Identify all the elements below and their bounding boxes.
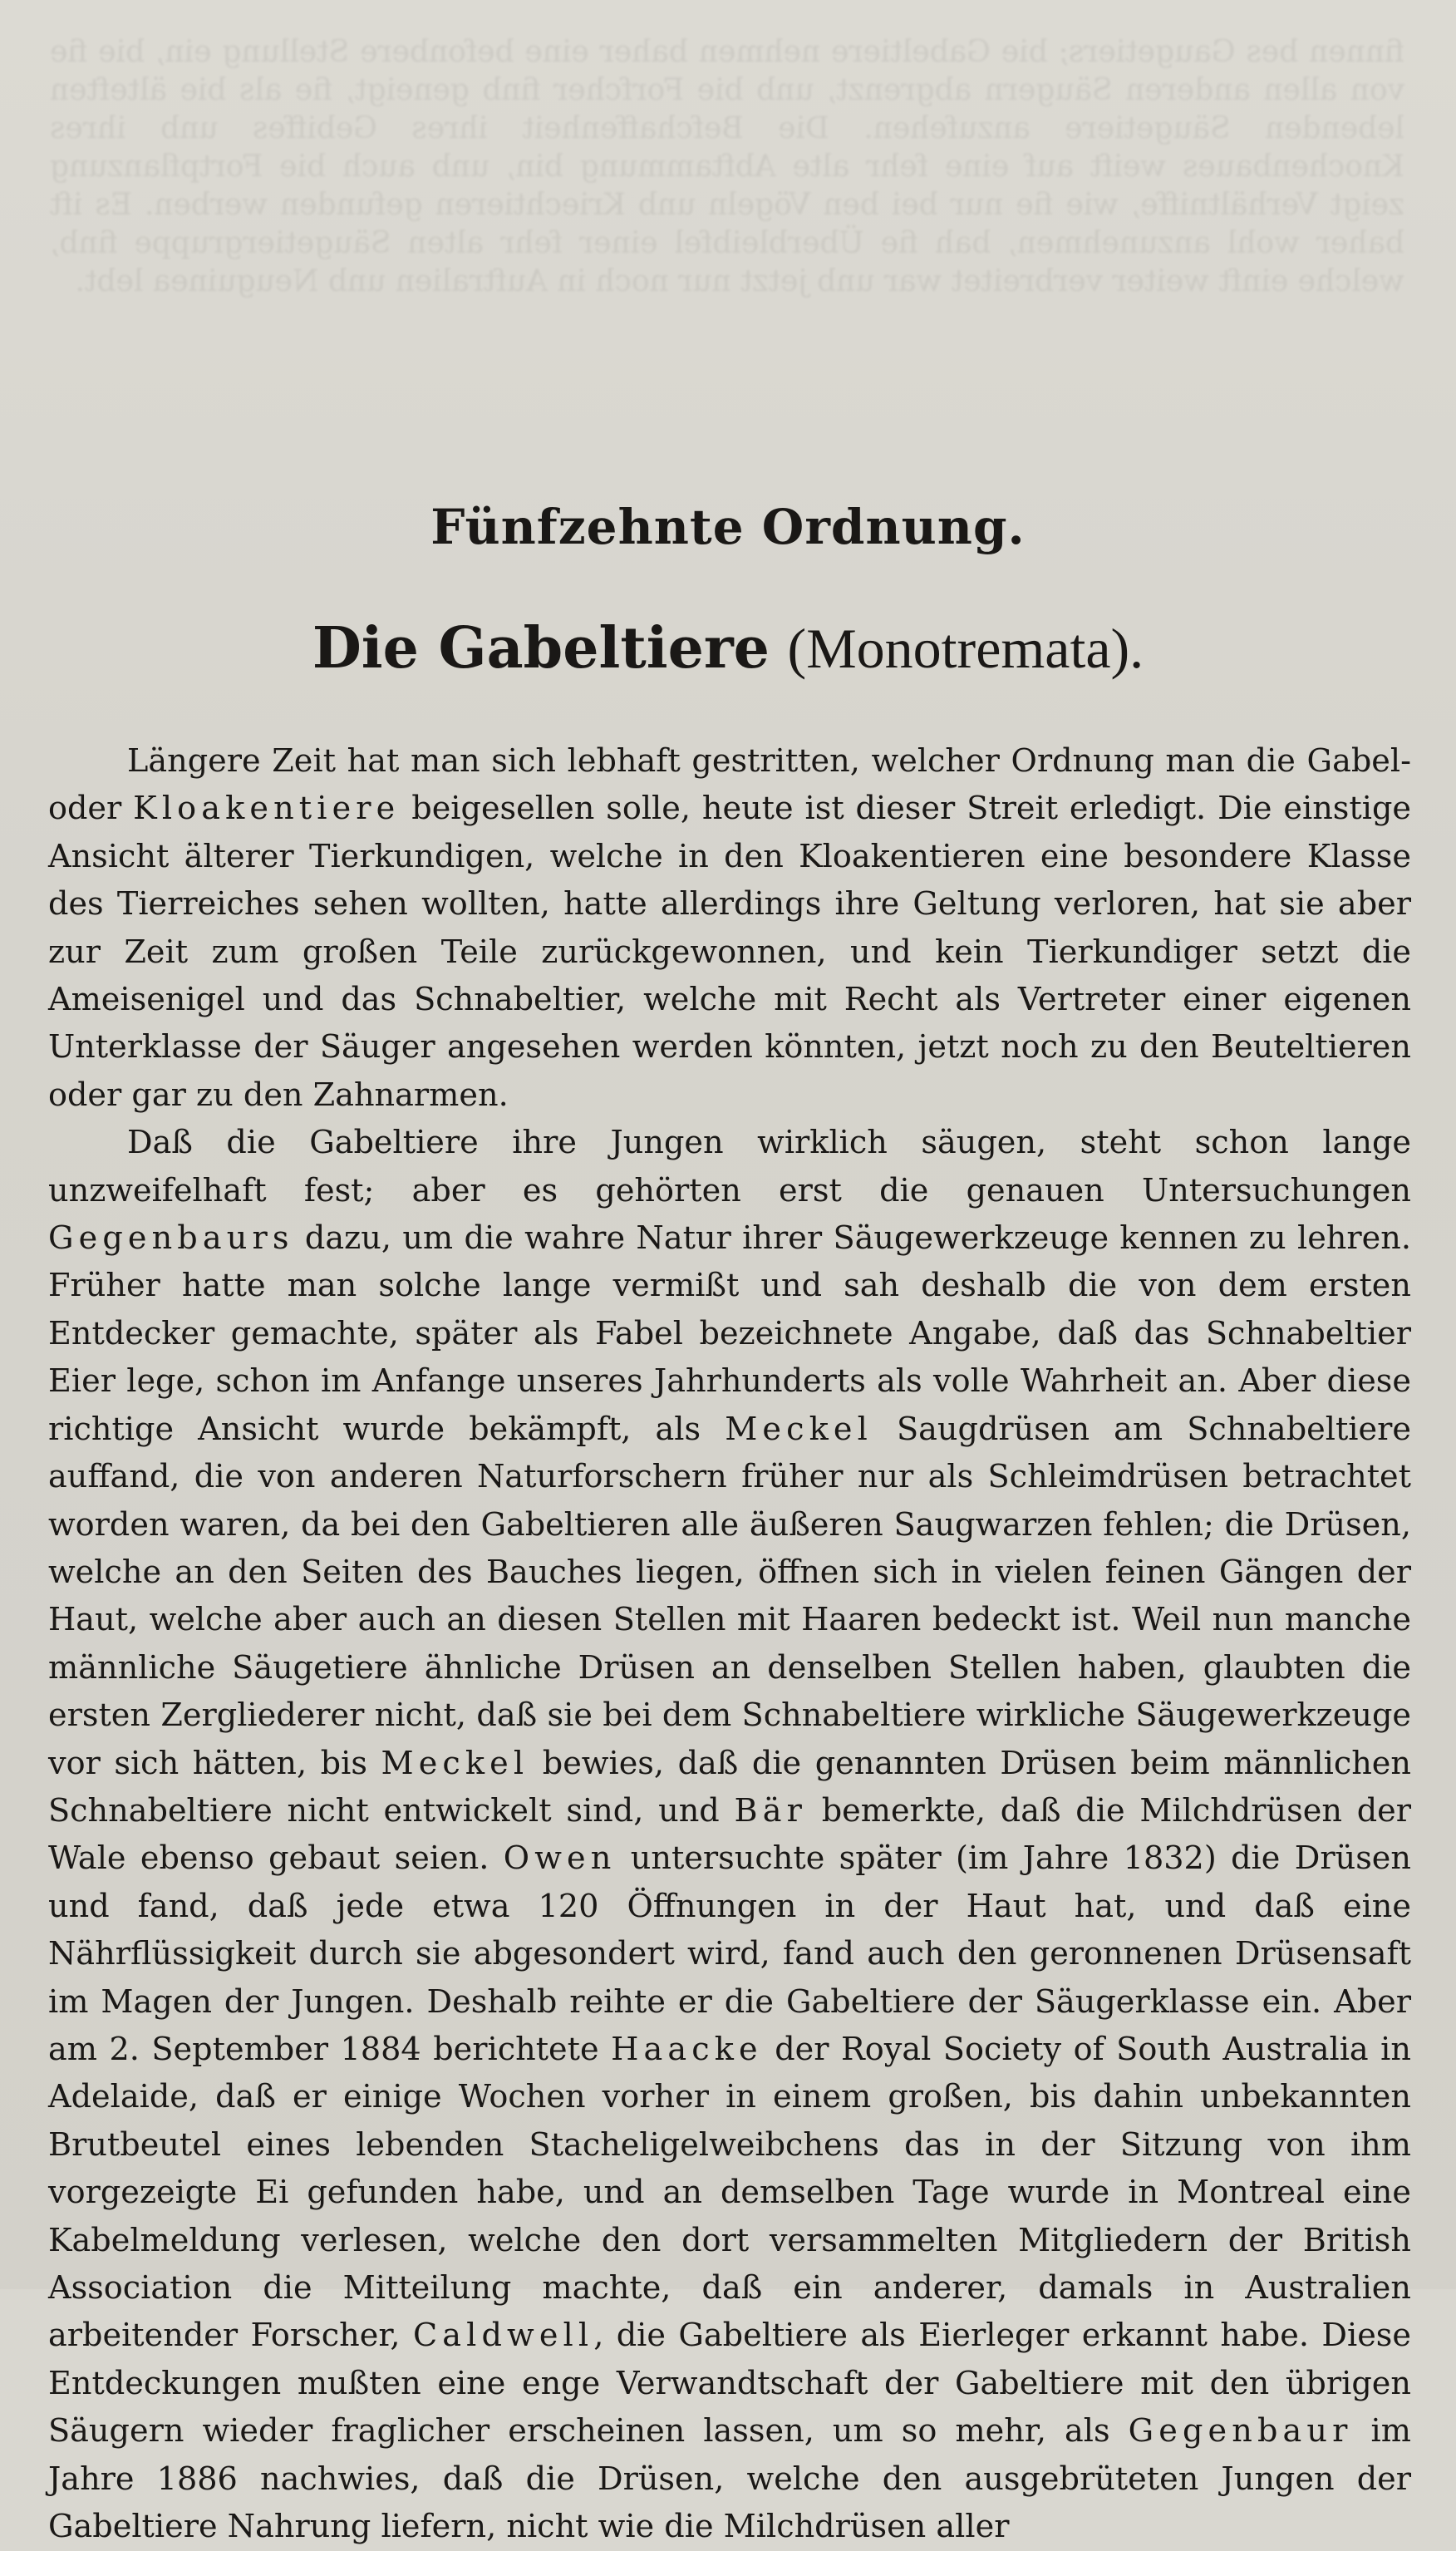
person-name: Meckel	[725, 1411, 873, 1448]
person-name: Bär	[734, 1792, 807, 1830]
title-german: Die Gabeltiere	[312, 615, 770, 682]
text-run: Saugdrüsen am Schnabeltiere auffand, die von anderen Naturforschern früher nur als Schleimdrüsen betrachtet worden waren, da bei den Gabeltieren alle äußeren Saugwarzen fehlen; die Drüsen, welche an den Seiten des Bauches liegen, öffnen sich in vielen feinen Gängen der Haut, welche aber auch an diesen Stellen mit Haaren bedeckt ist. Weil nun manche männliche Säugetiere ähnliche Drüsen an denselben Stellen haben, glaubten die ersten Zergliederer nicht, daß sie bei dem Schnabeltiere wirkliche Säugewerkzeuge vor sich hätten, bis	[48, 1411, 1411, 1782]
paragraph	[48, 738, 1411, 1120]
text-run: im Jahre 1886 nachwies, daß die Drüsen, welche den ausgebrüteten Jungen der Gabeltiere Nahrung liefern, nicht wie die Milchdrüsen aller	[48, 2413, 1411, 2546]
order-heading: Fünfzehnte Ordnung.	[430, 499, 1026, 555]
person-name: Caldwell	[412, 2317, 594, 2355]
text-run: bemerkte, daß die Milchdrüsen der Wale ebenso gebaut seien.	[48, 1792, 1411, 1878]
text-run: Daß die Gabeltiere ihre Jungen wirklich säugen, steht schon lange unzweifelhaft fest; aber es gehörten erst die genauen Untersuchungen	[48, 1125, 1411, 1209]
text-run: Längere Zeit hat man sich lebhaft gestritten, welcher Ordnung man die Gabel- oder	[48, 743, 1411, 828]
person-name: Kloakentiere	[133, 790, 401, 828]
person-name: Haacke	[611, 2031, 763, 2068]
text-run: untersuchte später (im Jahre 1832) die Drüsen und fand, daß jede etwa 120 Öffnungen in der Haut hat, und daß eine Nährflüssigkeit durch sie abgesondert wird, fand auch den geronnenen Drüsensaft im Magen der Jungen. Deshalb reihte er die Gabeltiere der Säugerklasse ein. Aber am 2. September 1884 berichtete	[48, 1840, 1411, 2068]
title-latin: (Monotremata).	[787, 617, 1144, 680]
person-name: Meckel	[381, 1745, 529, 1782]
text-run: bewies, daß die genannten Drüsen beim männlichen Schnabeltiere nicht entwickelt sind, und	[48, 1745, 1411, 1830]
text-run: dazu, um die wahre Natur ihrer Säugewerkzeuge kennen zu lehren. Früher hatte man solche lange vermißt und sah deshalb die von dem ersten Entdecker gemachte, später als Fabel bezeichnete Angabe, daß das Schnabeltier Eier lege, schon im Anfange unseres Jahrhunderts als volle Wahrheit an. Aber diese richtige Ansicht wurde bekämpft, als	[48, 1220, 1411, 1448]
person-name: Gegenbaurs	[48, 1220, 294, 1258]
text-run: der Royal Society of South Australia in Adelaide, daß er einige Wochen vorher in einem großen, bis dahin unbekannten Brutbeutel eines lebenden Stacheligelweibchens das in der Sitzung von ihm vorgezeigte Ei gefunden habe, und an demselben Tage wurde in Montreal eine Kabelmeldung verlesen, welche den dort versammelten Mitgliedern der British Association die Mitteilung machte, daß ein anderer, damals in Australien arbeitender Forscher,	[48, 2031, 1411, 2355]
person-name: Gegenbaur	[1128, 2413, 1353, 2450]
chapter-title	[0, 615, 1456, 682]
person-name: Owen	[503, 1840, 617, 1878]
bleed-through-paragraph: finnen bes Gaugetiers; bie Gabeltiere nehmen baher eine befonbere Stellung ein, bie fie von allen anderen Säugern abgrenzt, unb bie Forfcher finb geneigt, fie als bie älteften lebenden Säugetiere anzufehen. Die Befchaffenheit ihres Gebiffes unb ihres Knochenbaues weift auf eine fehr alte Abftammung bin, unb auch bie Fortpflanzung zeigt Verhältniffe, wie fie nur bei ben Vögeln unb Kriechtieren gefunden werben. Es ift baher wohl anzunehmen, bah fie Überbleibfel einer fehr alten Säugetiergruppe finb, welche einft weiter verbreitet war unb jetzt nur noch in Auftralien unb Neuguinea lebt.	[50, 35, 1404, 298]
paragraph	[48, 1120, 1411, 2551]
text-run: beigesellen solle, heute ist dieser Streit erledigt. Die einstige Ansicht älterer Tierkundigen, welche in den Kloakentieren eine besondere Klasse des Tierreiches sehen wollten, hatte allerdings ihre Geltung verloren, hat sie aber zur Zeit zum großen Teile zurückgewonnen, und kein Tierkundiger setzt die Ameisenigel und das Schnabeltier, welche mit Recht als Vertreter einer eigenen Unterklasse der Säuger angesehen werden könnten, jetzt noch zu den Beuteltieren oder gar zu den Zahnarmen.	[48, 790, 1411, 1114]
body-text	[48, 738, 1411, 2551]
text-run: , die Gabeltiere als Eierleger erkannt habe. Diese Entdeckungen mußten eine enge Verwandtschaft der Gabeltiere mit den übrigen Säugern wieder fraglicher erscheinen lassen, um so mehr, als	[48, 2317, 1411, 2450]
bleed-through-text	[50, 33, 1404, 301]
